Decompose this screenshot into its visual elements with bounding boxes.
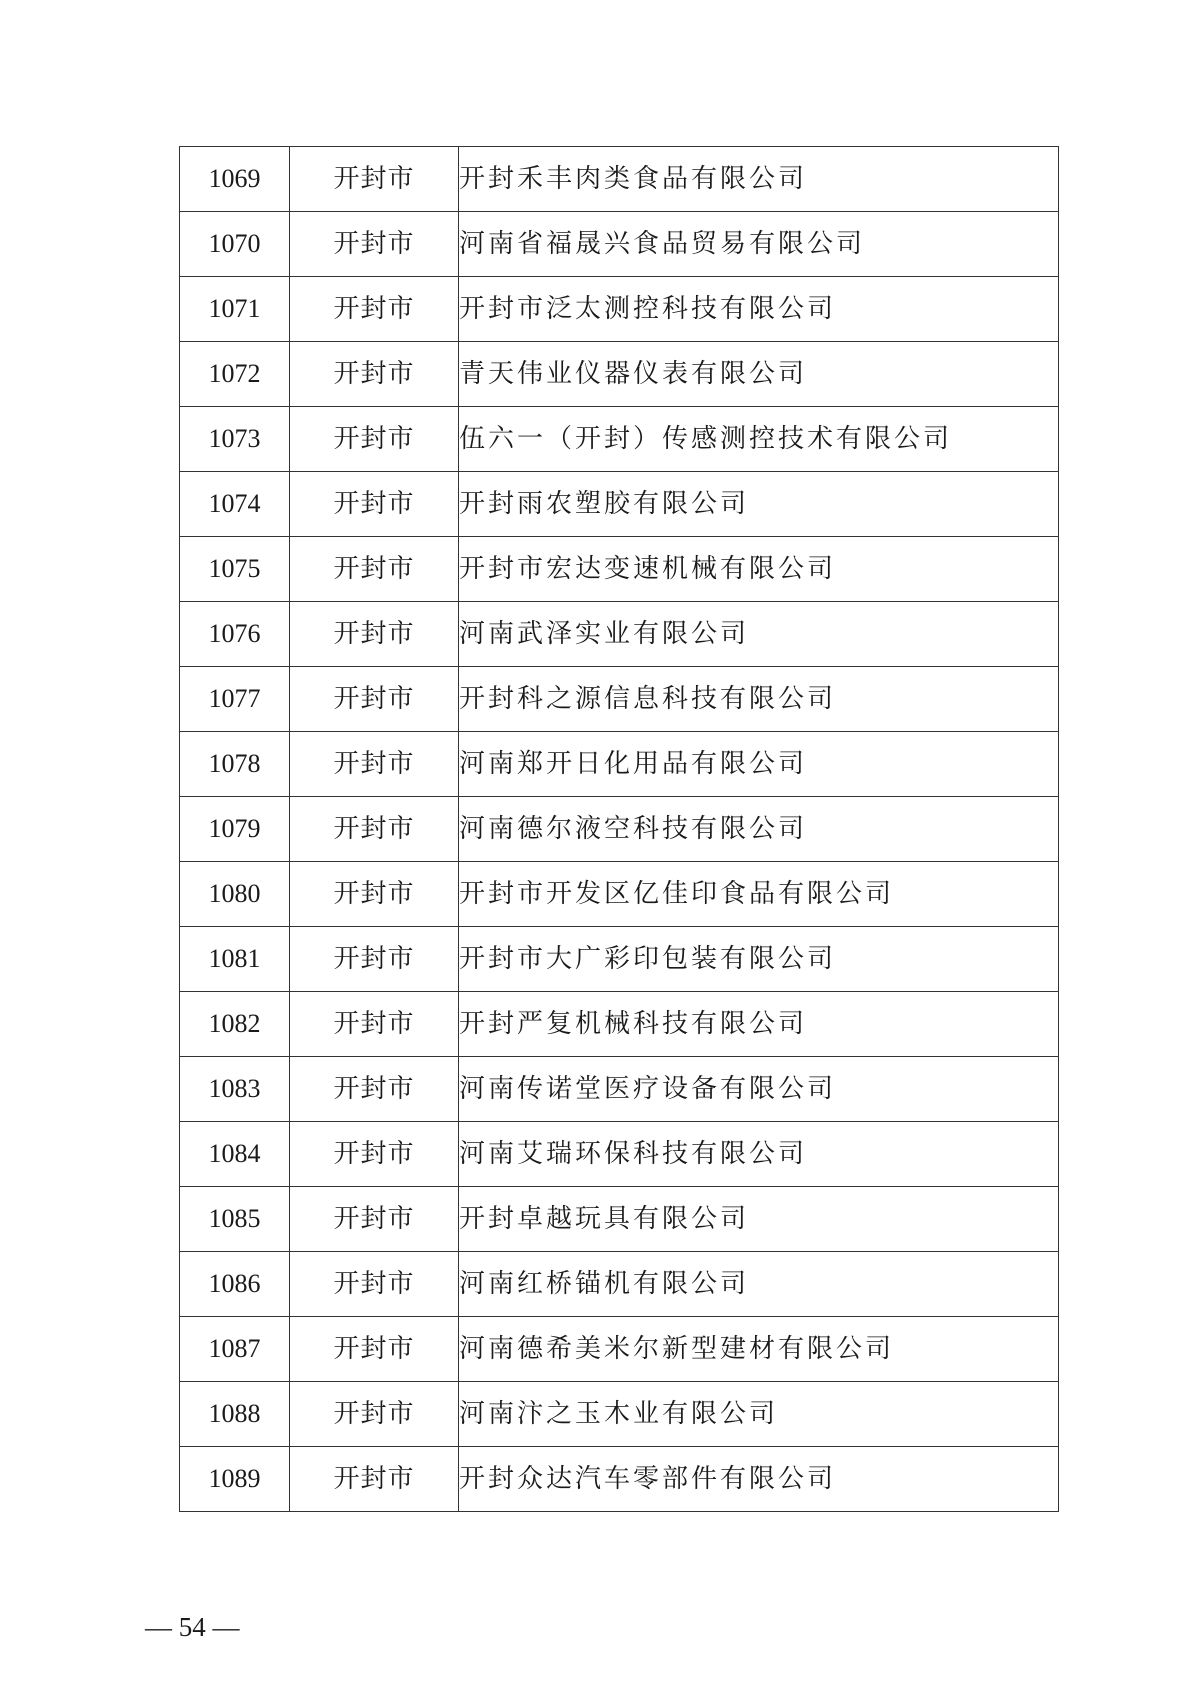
city-cell: 开封市 (290, 1382, 459, 1447)
table-row (180, 1187, 1059, 1252)
table-row (180, 1057, 1059, 1122)
table-row (180, 1122, 1059, 1187)
row-number-cell: 1079 (180, 797, 290, 862)
company-name-cell: 河南红桥锚机有限公司 (459, 1252, 1059, 1317)
company-name-cell: 青天伟业仪器仪表有限公司 (459, 342, 1059, 407)
row-number-cell: 1084 (180, 1122, 290, 1187)
city-cell: 开封市 (290, 537, 459, 602)
table-row (180, 927, 1059, 992)
row-number-cell: 1081 (180, 927, 290, 992)
row-number-cell: 1080 (180, 862, 290, 927)
city-cell: 开封市 (290, 1057, 459, 1122)
table-row (180, 407, 1059, 472)
row-number-cell: 1071 (180, 277, 290, 342)
company-name-cell: 开封市大广彩印包装有限公司 (459, 927, 1059, 992)
company-name-cell: 河南德尔液空科技有限公司 (459, 797, 1059, 862)
row-number-cell: 1073 (180, 407, 290, 472)
row-number-cell: 1088 (180, 1382, 290, 1447)
company-table (179, 146, 1059, 1512)
city-cell: 开封市 (290, 277, 459, 342)
company-name-cell: 河南德希美米尔新型建材有限公司 (459, 1317, 1059, 1382)
table-row (180, 212, 1059, 277)
company-name-cell: 开封市泛太测控科技有限公司 (459, 277, 1059, 342)
city-cell: 开封市 (290, 212, 459, 277)
company-name-cell: 开封雨农塑胶有限公司 (459, 472, 1059, 537)
city-cell: 开封市 (290, 1317, 459, 1382)
company-name-cell: 伍六一（开封）传感测控技术有限公司 (459, 407, 1059, 472)
row-number-cell: 1086 (180, 1252, 290, 1317)
row-number-cell: 1085 (180, 1187, 290, 1252)
row-number-cell: 1069 (180, 147, 290, 212)
row-number-cell: 1074 (180, 472, 290, 537)
table-row (180, 992, 1059, 1057)
row-number-cell: 1072 (180, 342, 290, 407)
row-number-cell: 1070 (180, 212, 290, 277)
table-row (180, 1317, 1059, 1382)
page-number: — 54 — (145, 1612, 240, 1642)
company-name-cell: 河南郑开日化用品有限公司 (459, 732, 1059, 797)
company-table-body (180, 147, 1059, 1512)
table-row (180, 147, 1059, 212)
table-row (180, 277, 1059, 342)
city-cell: 开封市 (290, 1122, 459, 1187)
city-cell: 开封市 (290, 342, 459, 407)
city-cell: 开封市 (290, 927, 459, 992)
city-cell: 开封市 (290, 732, 459, 797)
table-row (180, 472, 1059, 537)
city-cell: 开封市 (290, 407, 459, 472)
city-cell: 开封市 (290, 472, 459, 537)
table-row (180, 732, 1059, 797)
company-name-cell: 河南省福晟兴食品贸易有限公司 (459, 212, 1059, 277)
row-number-cell: 1083 (180, 1057, 290, 1122)
company-name-cell: 开封市宏达变速机械有限公司 (459, 537, 1059, 602)
table-row (180, 602, 1059, 667)
city-cell: 开封市 (290, 1187, 459, 1252)
company-name-cell: 河南艾瑞环保科技有限公司 (459, 1122, 1059, 1187)
city-cell: 开封市 (290, 862, 459, 927)
row-number-cell: 1075 (180, 537, 290, 602)
city-cell: 开封市 (290, 797, 459, 862)
row-number-cell: 1087 (180, 1317, 290, 1382)
table-row (180, 797, 1059, 862)
table-row (180, 342, 1059, 407)
row-number-cell: 1076 (180, 602, 290, 667)
company-name-cell: 开封严复机械科技有限公司 (459, 992, 1059, 1057)
table-row (180, 537, 1059, 602)
company-name-cell: 开封众达汽车零部件有限公司 (459, 1447, 1059, 1512)
row-number-cell: 1082 (180, 992, 290, 1057)
row-number-cell: 1089 (180, 1447, 290, 1512)
company-name-cell: 河南传诺堂医疗设备有限公司 (459, 1057, 1059, 1122)
table-row (180, 667, 1059, 732)
city-cell: 开封市 (290, 1447, 459, 1512)
company-name-cell: 开封市开发区亿佳印食品有限公司 (459, 862, 1059, 927)
city-cell: 开封市 (290, 1252, 459, 1317)
table-row (180, 1252, 1059, 1317)
table-row (180, 1447, 1059, 1512)
city-cell: 开封市 (290, 147, 459, 212)
table-row (180, 1382, 1059, 1447)
city-cell: 开封市 (290, 667, 459, 732)
row-number-cell: 1077 (180, 667, 290, 732)
row-number-cell: 1078 (180, 732, 290, 797)
company-name-cell: 开封卓越玩具有限公司 (459, 1187, 1059, 1252)
table-row (180, 862, 1059, 927)
company-name-cell: 开封禾丰肉类食品有限公司 (459, 147, 1059, 212)
city-cell: 开封市 (290, 992, 459, 1057)
company-name-cell: 河南汴之玉木业有限公司 (459, 1382, 1059, 1447)
company-name-cell: 河南武泽实业有限公司 (459, 602, 1059, 667)
company-name-cell: 开封科之源信息科技有限公司 (459, 667, 1059, 732)
city-cell: 开封市 (290, 602, 459, 667)
